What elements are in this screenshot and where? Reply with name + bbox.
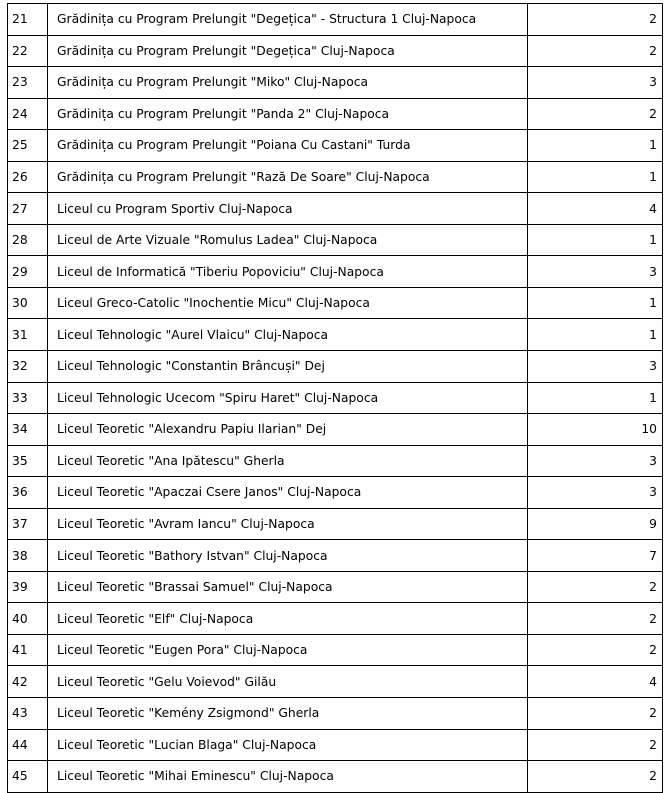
institution-name-cell: Grădinița cu Program Prelungit "Rază De Soare" Cluj-Napoca bbox=[48, 161, 528, 193]
table-body bbox=[8, 4, 663, 793]
institution-name-cell: Liceul Teoretic "Eugen Pora" Cluj-Napoca bbox=[48, 634, 528, 666]
row-number-cell: 37 bbox=[8, 508, 48, 540]
table-row bbox=[8, 477, 663, 509]
institution-name-cell: Liceul Teoretic "Elf" Cluj-Napoca bbox=[48, 603, 528, 635]
table-row bbox=[8, 256, 663, 288]
count-cell: 2 bbox=[528, 98, 663, 130]
row-number-cell: 31 bbox=[8, 319, 48, 351]
row-number-cell: 24 bbox=[8, 98, 48, 130]
row-number-cell: 26 bbox=[8, 161, 48, 193]
table-row bbox=[8, 351, 663, 383]
count-cell: 1 bbox=[528, 287, 663, 319]
table-row bbox=[8, 35, 663, 67]
row-number-cell: 21 bbox=[8, 4, 48, 36]
table-row bbox=[8, 729, 663, 761]
table-row bbox=[8, 445, 663, 477]
row-number-cell: 29 bbox=[8, 256, 48, 288]
table-row bbox=[8, 287, 663, 319]
table-row bbox=[8, 414, 663, 446]
count-cell: 1 bbox=[528, 382, 663, 414]
row-number-cell: 22 bbox=[8, 35, 48, 67]
row-number-cell: 28 bbox=[8, 224, 48, 256]
table-row bbox=[8, 161, 663, 193]
count-cell: 3 bbox=[528, 67, 663, 99]
institution-name-cell: Grădinița cu Program Prelungit "Degețica" Cluj-Napoca bbox=[48, 35, 528, 67]
row-number-cell: 45 bbox=[8, 761, 48, 793]
institution-name-cell: Liceul Teoretic "Kemény Zsigmond" Gherla bbox=[48, 698, 528, 730]
institution-name-cell: Liceul de Informatică "Tiberiu Popoviciu" Cluj-Napoca bbox=[48, 256, 528, 288]
table-row bbox=[8, 666, 663, 698]
row-number-cell: 42 bbox=[8, 666, 48, 698]
row-number-cell: 34 bbox=[8, 414, 48, 446]
institution-name-cell: Grădinița cu Program Prelungit "Panda 2" Cluj-Napoca bbox=[48, 98, 528, 130]
institution-name-cell: Liceul Tehnologic "Aurel Vlaicu" Cluj-Napoca bbox=[48, 319, 528, 351]
count-cell: 10 bbox=[528, 414, 663, 446]
row-number-cell: 25 bbox=[8, 130, 48, 162]
count-cell: 2 bbox=[528, 4, 663, 36]
table-row bbox=[8, 761, 663, 793]
count-cell: 3 bbox=[528, 445, 663, 477]
count-cell: 3 bbox=[528, 256, 663, 288]
institution-name-cell: Liceul Teoretic "Alexandru Papiu Ilarian" Dej bbox=[48, 414, 528, 446]
row-number-cell: 39 bbox=[8, 571, 48, 603]
table-row bbox=[8, 224, 663, 256]
row-number-cell: 36 bbox=[8, 477, 48, 509]
count-cell: 1 bbox=[528, 319, 663, 351]
count-cell: 7 bbox=[528, 540, 663, 572]
institution-name-cell: Liceul Teoretic "Brassai Samuel" Cluj-Napoca bbox=[48, 571, 528, 603]
count-cell: 2 bbox=[528, 603, 663, 635]
institution-name-cell: Grădinița cu Program Prelungit "Degețica" - Structura 1 Cluj-Napoca bbox=[48, 4, 528, 36]
table-row bbox=[8, 130, 663, 162]
count-cell: 2 bbox=[528, 634, 663, 666]
institution-name-cell: Liceul cu Program Sportiv Cluj-Napoca bbox=[48, 193, 528, 225]
table-row bbox=[8, 698, 663, 730]
count-cell: 2 bbox=[528, 761, 663, 793]
count-cell: 2 bbox=[528, 571, 663, 603]
row-number-cell: 30 bbox=[8, 287, 48, 319]
institution-name-cell: Liceul Teoretic "Ana Ipătescu" Gherla bbox=[48, 445, 528, 477]
row-number-cell: 35 bbox=[8, 445, 48, 477]
count-cell: 9 bbox=[528, 508, 663, 540]
count-cell: 2 bbox=[528, 729, 663, 761]
count-cell: 2 bbox=[528, 35, 663, 67]
institution-name-cell: Liceul Teoretic "Apaczai Csere Janos" Cluj-Napoca bbox=[48, 477, 528, 509]
row-number-cell: 44 bbox=[8, 729, 48, 761]
institution-name-cell: Liceul Teoretic "Avram Iancu" Cluj-Napoca bbox=[48, 508, 528, 540]
table-row bbox=[8, 4, 663, 36]
table-row bbox=[8, 193, 663, 225]
row-number-cell: 40 bbox=[8, 603, 48, 635]
table-row bbox=[8, 634, 663, 666]
count-cell: 4 bbox=[528, 666, 663, 698]
count-cell: 3 bbox=[528, 351, 663, 383]
table-row bbox=[8, 98, 663, 130]
count-cell: 1 bbox=[528, 130, 663, 162]
table-row bbox=[8, 603, 663, 635]
institution-name-cell: Liceul de Arte Vizuale "Romulus Ladea" Cluj-Napoca bbox=[48, 224, 528, 256]
institution-name-cell: Grădinița cu Program Prelungit "Poiana Cu Castani" Turda bbox=[48, 130, 528, 162]
row-number-cell: 33 bbox=[8, 382, 48, 414]
table-row bbox=[8, 319, 663, 351]
row-number-cell: 27 bbox=[8, 193, 48, 225]
table-row bbox=[8, 382, 663, 414]
row-number-cell: 38 bbox=[8, 540, 48, 572]
count-cell: 1 bbox=[528, 224, 663, 256]
count-cell: 4 bbox=[528, 193, 663, 225]
count-cell: 3 bbox=[528, 477, 663, 509]
schools-table bbox=[7, 3, 663, 793]
row-number-cell: 32 bbox=[8, 351, 48, 383]
institution-name-cell: Liceul Tehnologic "Constantin Brâncuși" Dej bbox=[48, 351, 528, 383]
institution-name-cell: Liceul Teoretic "Gelu Voievod" Gilău bbox=[48, 666, 528, 698]
table-row bbox=[8, 508, 663, 540]
institution-name-cell: Liceul Tehnologic Ucecom "Spiru Haret" Cluj-Napoca bbox=[48, 382, 528, 414]
institution-name-cell: Liceul Greco-Catolic "Inochentie Micu" Cluj-Napoca bbox=[48, 287, 528, 319]
institution-name-cell: Grădinița cu Program Prelungit "Miko" Cluj-Napoca bbox=[48, 67, 528, 99]
institution-name-cell: Liceul Teoretic "Lucian Blaga" Cluj-Napoca bbox=[48, 729, 528, 761]
row-number-cell: 43 bbox=[8, 698, 48, 730]
row-number-cell: 23 bbox=[8, 67, 48, 99]
table-row bbox=[8, 67, 663, 99]
institution-name-cell: Liceul Teoretic "Bathory Istvan" Cluj-Napoca bbox=[48, 540, 528, 572]
table-row bbox=[8, 540, 663, 572]
institution-name-cell: Liceul Teoretic "Mihai Eminescu" Cluj-Napoca bbox=[48, 761, 528, 793]
row-number-cell: 41 bbox=[8, 634, 48, 666]
count-cell: 1 bbox=[528, 161, 663, 193]
count-cell: 2 bbox=[528, 698, 663, 730]
table-row bbox=[8, 571, 663, 603]
